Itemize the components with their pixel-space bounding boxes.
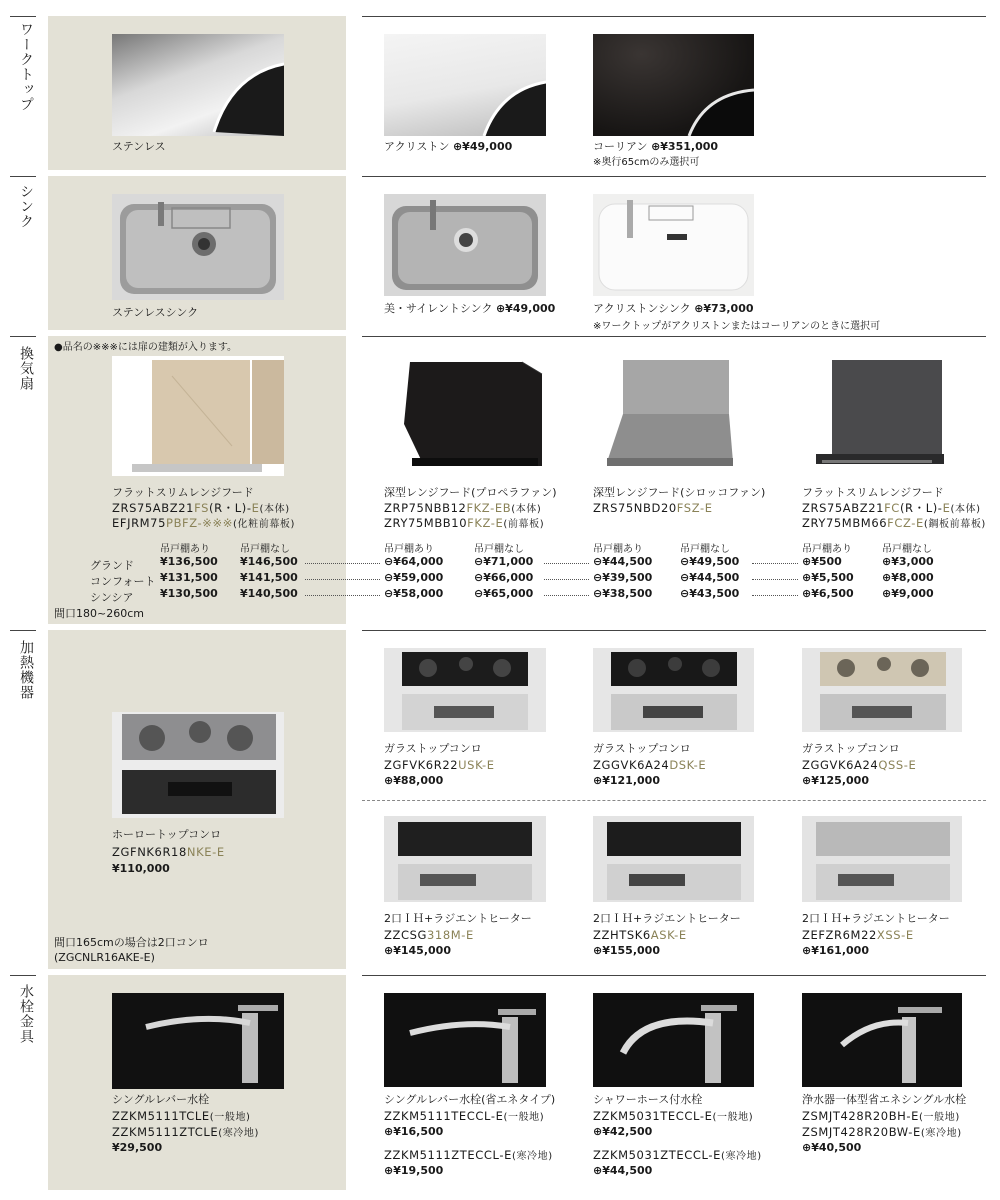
section-divider: [10, 176, 36, 177]
worktop-acryston-photo: [384, 34, 546, 136]
faucet-std-code-note: (寒冷地): [218, 1128, 260, 1139]
faucet-opt2-name: シャワーホース付水栓: [593, 1093, 703, 1106]
faucet-std-code-note: (一般地): [209, 1112, 251, 1123]
faucet-opt3-code-note: (寒冷地): [920, 1128, 962, 1139]
hood-opt1-photo: [384, 354, 546, 472]
hood-opt1-price: ⊖¥71,000: [474, 555, 534, 568]
section-divider: [10, 16, 36, 17]
hood-opt3-col-with: 吊戸棚あり: [802, 544, 852, 555]
sink-opt2-price: ⊕¥73,000: [694, 302, 754, 315]
hood-opt3-code-note: (鋼板前幕板): [923, 519, 986, 530]
hood-opt3-name: フラットスリムレンジフード: [802, 486, 944, 499]
hood-std-code-note: (化粧前幕板): [233, 519, 296, 530]
sink-opt2-name: アクリストンシンク: [593, 302, 691, 315]
section-divider: [10, 975, 36, 976]
hood-std-price: ¥136,500: [160, 555, 218, 568]
dotted-leader: [305, 595, 380, 596]
faucet-opt1-price-1: ⊕¥16,500: [384, 1125, 444, 1138]
heater-ih2-photo: [593, 816, 754, 902]
heater-ih1-code: ZZCSG: [384, 928, 427, 942]
hood-opt1-code: ZRP75NBB12: [384, 501, 467, 515]
section-divider: [10, 630, 36, 631]
hood-opt1-price: ⊖¥59,000: [384, 571, 444, 584]
hood-opt3-price: ⊕¥5,500: [802, 571, 854, 584]
faucet-opt3-name: 浄水器一体型省エネシングル水栓: [802, 1093, 967, 1106]
option-divider: [362, 16, 986, 17]
faucet-opt1-price-2: ⊕¥19,500: [384, 1164, 444, 1177]
faucet-opt3-photo: [802, 993, 962, 1087]
hood-opt2-photo: [593, 354, 738, 472]
heater-std-note2: (ZGCNLR16AKE-E): [54, 951, 155, 964]
hood-opt3-photo: [802, 354, 962, 472]
hood-opt2-code-accent: FSZ-E: [676, 501, 713, 515]
hood-std-name: フラットスリムレンジフード: [112, 486, 254, 499]
dotted-leader: [305, 579, 380, 580]
faucet-opt2-code: ZZKM5031ZTECCL-E: [593, 1148, 721, 1162]
hood-note: ●品名の※※※には扉の建類が入ります。: [54, 342, 238, 353]
sink-std-name: ステンレスシンク: [112, 306, 199, 319]
worktop-std-name: ステンレス: [112, 140, 166, 153]
grade-label: コンフォート: [90, 575, 156, 588]
dotted-leader: [305, 563, 380, 564]
faucet-opt2-code-note: (一般地): [712, 1112, 754, 1123]
heater-ih3-name: 2口ＩＨ+ラジエントヒーター: [802, 912, 950, 925]
hood-opt1-name: 深型レンジフード(プロペラファン): [384, 486, 557, 499]
dotted-leader: [544, 579, 589, 580]
faucet-opt1-code-note: (寒冷地): [511, 1151, 553, 1162]
heater-g1-photo: [384, 648, 546, 732]
hood-std-code-accent: E: [251, 501, 260, 515]
hood-opt1-price: ⊖¥58,000: [384, 587, 444, 600]
heater-std-price: ¥110,000: [112, 862, 170, 875]
heater-g1-code-accent: USK-E: [458, 758, 495, 772]
section-divider: [10, 336, 36, 337]
hood-opt3-code: ZRY75MBM66: [802, 516, 888, 530]
hood-opt3-code: (R・L)-: [899, 501, 943, 515]
faucet-opt2-code: ZZKM5031TECCL-E: [593, 1109, 713, 1123]
hood-std-code-note: (本体): [259, 504, 290, 515]
faucet-std-photo: [112, 993, 284, 1089]
heater-ih2-name: 2口ＩＨ+ラジエントヒーター: [593, 912, 741, 925]
worktop-opt2-price: ⊕¥351,000: [651, 140, 719, 153]
heater-g2-code: ZGGVK6A24: [593, 758, 670, 772]
heater-ih3-price: ⊕¥161,000: [802, 944, 869, 957]
hood-std-col-with: 吊戸棚あり: [160, 544, 210, 555]
heater-g2-name: ガラストップコンロ: [593, 742, 691, 755]
hood-opt3-price: ⊕¥8,000: [882, 571, 934, 584]
hood-std-code: EFJRM75: [112, 516, 167, 530]
sink-silent-photo: [384, 194, 546, 296]
worktop-stainless-photo: [112, 34, 284, 136]
hood-std-code-accent: PBFZ-※※※: [166, 516, 234, 530]
section-label-sink: シンク: [18, 184, 34, 229]
hood-opt3-code-note: (本体): [950, 504, 981, 515]
heater-g3-price: ⊕¥125,000: [802, 774, 869, 787]
heater-std-code: ZGFNK6R18: [112, 845, 187, 859]
hood-opt3-code-accent: E: [942, 501, 951, 515]
hood-opt3-code: ZRS75ABZ21: [802, 501, 885, 515]
hood-std-price: ¥130,500: [160, 587, 218, 600]
hood-opt2-name: 深型レンジフード(シロッコファン): [593, 486, 766, 499]
sink-stainless-photo: [112, 194, 284, 300]
faucet-opt1-code-note: (一般地): [503, 1112, 545, 1123]
hood-std-photo: [112, 356, 284, 476]
option-divider: [362, 336, 986, 337]
sink-opt1-price: ⊕¥49,000: [495, 302, 556, 315]
option-divider: [362, 975, 986, 976]
faucet-std-code: ZZKM5111TCLE: [112, 1109, 210, 1123]
sink-opt1-name: 美・サイレントシンク: [384, 302, 493, 315]
hood-opt3-price: ⊕¥500: [802, 555, 842, 568]
heater-ih3-code: ZEFZR6M22: [802, 928, 877, 942]
faucet-opt2-price-2: ⊕¥44,500: [593, 1164, 653, 1177]
hood-opt1-code: ZRY75MBB10: [384, 516, 468, 530]
hood-opt1-code-accent: FKZ-E: [467, 516, 504, 530]
heater-ih1-photo: [384, 816, 546, 902]
faucet-opt2-photo: [593, 993, 754, 1087]
hood-opt1-col-with: 吊戸棚あり: [384, 544, 434, 555]
worktop-opt1-name: アクリストン: [384, 140, 450, 153]
worktop-corian-photo: [593, 34, 754, 136]
dotted-leader: [544, 563, 589, 564]
hood-opt2-price: ⊖¥44,500: [680, 571, 740, 584]
heater-ih3-photo: [802, 816, 962, 902]
heater-g3-code: ZGGVK6A24: [802, 758, 879, 772]
faucet-opt2-price-1: ⊕¥42,500: [593, 1125, 653, 1138]
hood-opt1-price: ⊖¥66,000: [474, 571, 534, 584]
dotted-leader: [752, 563, 798, 564]
dotted-leader: [752, 595, 798, 596]
heater-g3-photo: [802, 648, 962, 732]
heater-std-code-accent: NKE-E: [186, 845, 225, 859]
hood-opt2-price: ⊖¥38,500: [593, 587, 653, 600]
heater-g2-price: ⊕¥121,000: [593, 774, 660, 787]
hood-opt2-price: ⊖¥39,500: [593, 571, 653, 584]
faucet-std-code: ZZKM5111ZTCLE: [112, 1125, 219, 1139]
hood-opt3-price: ⊕¥9,000: [882, 587, 934, 600]
heater-ih1-price: ⊕¥145,000: [384, 944, 451, 957]
heater-g2-photo: [593, 648, 754, 732]
hood-opt2-price: ⊖¥49,500: [680, 555, 740, 568]
faucet-opt1-photo: [384, 993, 546, 1087]
grade-label: グランド: [90, 559, 134, 572]
hood-opt2-price: ⊖¥44,500: [593, 555, 653, 568]
heater-g1-price: ⊕¥88,000: [384, 774, 444, 787]
faucet-std-price: ¥29,500: [112, 1141, 163, 1154]
heater-std-name: ホーロートップコンロ: [112, 828, 222, 841]
hood-opt3-code-accent: FCZ-E: [887, 516, 924, 530]
heater-ih3-code-accent: XSS-E: [876, 928, 914, 942]
heater-g2-code-accent: DSK-E: [669, 758, 707, 772]
heater-std-photo: [112, 712, 284, 818]
hood-opt3-price: ⊕¥6,500: [802, 587, 854, 600]
hood-opt3-price: ⊕¥3,000: [882, 555, 934, 568]
hood-std-code: ZRS75ABZ21: [112, 501, 195, 515]
hood-std-price: ¥141,500: [240, 571, 298, 584]
faucet-opt2-code-note: (寒冷地): [720, 1151, 762, 1162]
hood-opt1-code-accent: FKZ-EB: [466, 501, 512, 515]
faucet-opt1-code: ZZKM5111TECCL-E: [384, 1109, 504, 1123]
worktop-opt2-name: コーリアン: [593, 140, 648, 153]
hood-opt3-col-without: 吊戸棚なし: [882, 544, 932, 555]
option-divider: [362, 176, 986, 177]
grade-label: シンシア: [90, 591, 134, 604]
worktop-opt2-note: ※奥行65cmのみ選択可: [593, 157, 700, 168]
sink-acryston-photo: [593, 194, 754, 296]
heater-ih1-code-accent: 318M-E: [427, 928, 474, 942]
section-label-faucet: 水栓金具: [18, 984, 34, 1044]
hood-opt1-code-note: (前幕板): [503, 519, 545, 530]
section-label-hood: 換気扇: [18, 346, 34, 391]
heater-ih1-name: 2口ＩＨ+ラジエントヒーター: [384, 912, 532, 925]
hood-std-col-without: 吊戸棚なし: [240, 544, 290, 555]
hood-std-code: (R・L)-: [209, 501, 252, 515]
heater-g1-code: ZGFVK6R22: [384, 758, 459, 772]
hood-opt1-price: ⊖¥64,000: [384, 555, 444, 568]
section-label-worktop: ワークトップ: [18, 22, 34, 112]
faucet-opt3-code-note: (一般地): [919, 1112, 960, 1123]
hood-std-price: ¥140,500: [240, 587, 298, 600]
hood-std-price: ¥146,500: [240, 555, 298, 568]
heater-g1-name: ガラストップコンロ: [384, 742, 482, 755]
heater-ih2-price: ⊕¥155,000: [593, 944, 660, 957]
hood-opt2-col-with: 吊戸棚あり: [593, 544, 643, 555]
faucet-opt3-code: ZSMJT428R20BH-E: [802, 1109, 920, 1123]
hood-opt1-col-without: 吊戸棚なし: [474, 544, 524, 555]
hood-opt3-code-accent: FC: [884, 501, 900, 515]
sink-opt2-note: ※ワークトップがアクリストンまたはコーリアンのときに選択可: [593, 321, 881, 332]
option-divider: [362, 630, 986, 631]
heater-ih2-code-accent: ASK-E: [650, 928, 687, 942]
hood-opt2-price: ⊖¥43,500: [680, 587, 740, 600]
heater-g3-name: ガラストップコンロ: [802, 742, 900, 755]
hood-opt1-code-note: (本体): [511, 504, 542, 515]
option-dashed-divider: [362, 800, 986, 801]
faucet-std-name: シングルレバー水栓: [112, 1093, 210, 1106]
dotted-leader: [752, 579, 798, 580]
dotted-leader: [544, 595, 589, 596]
heater-std-note1: 間口165cmの場合は2口コンロ: [54, 936, 209, 949]
faucet-opt3-code: ZSMJT428R20BW-E: [802, 1125, 921, 1139]
hood-opt2-code: ZRS75NBD20: [593, 501, 677, 515]
hood-opt2-col-without: 吊戸棚なし: [680, 544, 730, 555]
hood-opt1-price: ⊖¥65,000: [474, 587, 534, 600]
heater-ih2-code: ZZHTSK6: [593, 928, 651, 942]
hood-std-price: ¥131,500: [160, 571, 218, 584]
hood-width-note: 間口180~260cm: [54, 607, 144, 620]
faucet-opt3-price: ⊕¥40,500: [802, 1141, 862, 1154]
worktop-opt1-price: ⊕¥49,000: [452, 140, 513, 153]
heater-g3-code-accent: QSS-E: [878, 758, 917, 772]
section-label-heater: 加熱機器: [18, 640, 34, 700]
hood-std-code-accent: FS: [194, 501, 209, 515]
faucet-opt1-name: シングルレバー水栓(省エネタイプ): [384, 1093, 556, 1106]
faucet-opt1-code: ZZKM5111ZTECCL-E: [384, 1148, 512, 1162]
